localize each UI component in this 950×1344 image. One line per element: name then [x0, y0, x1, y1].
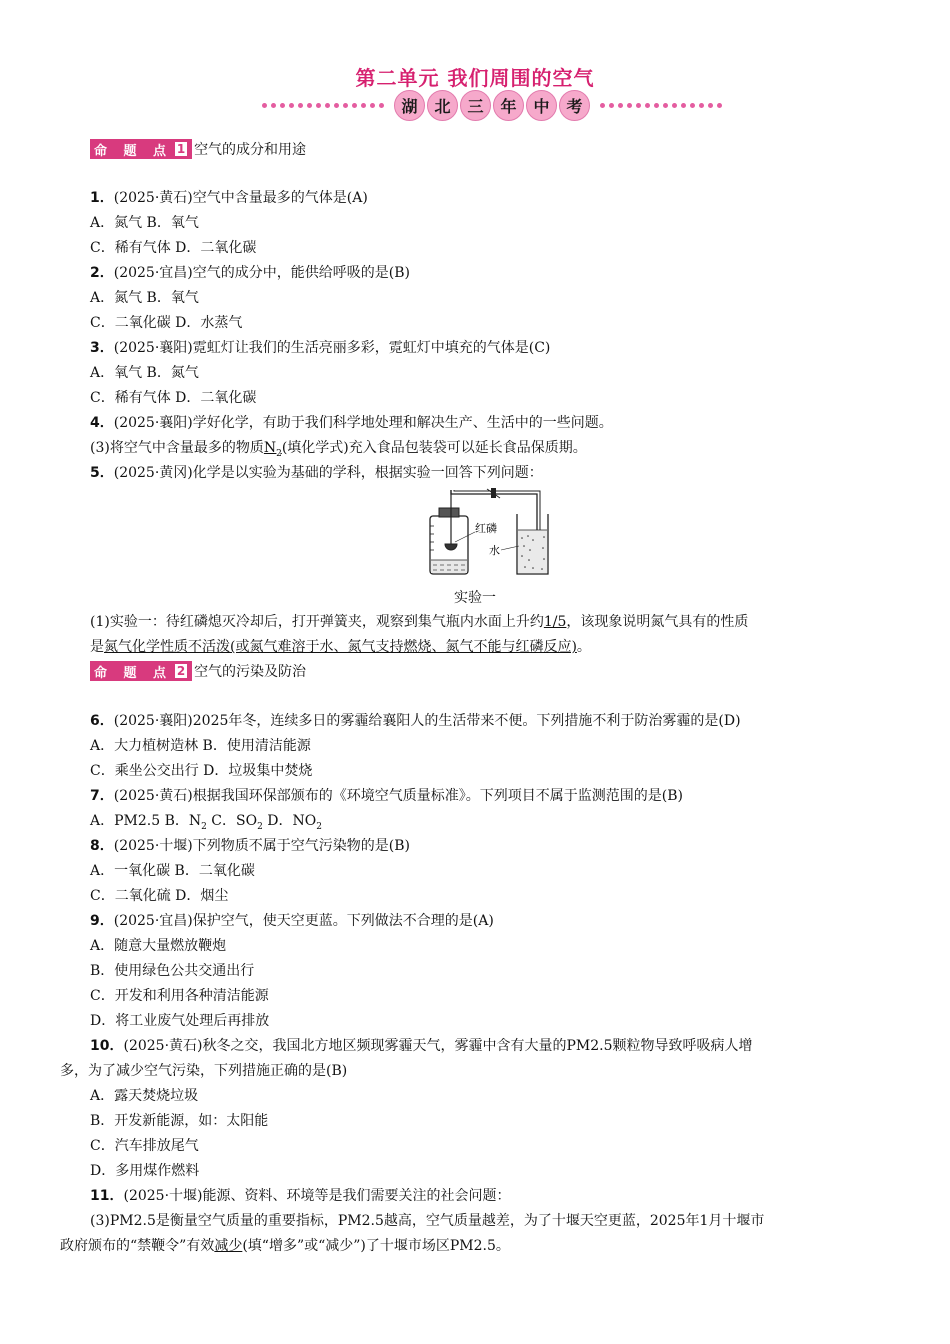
section-title: 空气的污染及防治	[194, 664, 307, 680]
banner-chars	[394, 90, 590, 121]
question-3: 3．(2025·襄阳)霓虹灯让我们的生活亮丽多彩，霓虹灯中填充的气体是(C)	[90, 340, 551, 356]
banner	[262, 90, 722, 120]
banner-char: 年	[493, 90, 524, 121]
question-4-part: (3)将空气中含量最多的物质$N_2$(填化学式)充入食品包装袋可以延长食品保质期。	[90, 440, 587, 459]
experiment-figure	[425, 486, 550, 578]
banner-char: 考	[559, 90, 590, 121]
question-10-option: B．开发新能源，如：太阳能	[90, 1113, 269, 1129]
answer: 1/5	[543, 614, 567, 630]
banner-char: 北	[427, 90, 458, 121]
question-7-options: A．PM2.5 B．$N_2$ C．$SO_2$ D．$NO_2$	[90, 813, 322, 832]
question-11-part-cont: 政府颁布的“禁鞭令”有效减少(填“增多”或“减少”)了十堰市场区PM2.5。	[60, 1238, 510, 1254]
banner-dots-right	[600, 103, 722, 108]
question-1-options: A．氮气 B．氧气	[90, 215, 199, 231]
question-3-options: A．氧气 B．氮气	[90, 365, 199, 381]
figure-caption: 实验一	[454, 590, 496, 606]
unit-title: 第二单元 我们周围的空气	[355, 66, 595, 90]
question-1-options: C．稀有气体 D．二氧化碳	[90, 240, 257, 256]
question-10: 10．(2025·黄石)秋冬之交，我国北方地区频现雾霾天气，雾霾中含有大量的PM2.5颗粒物导致呼吸病人增	[90, 1038, 753, 1054]
question-6-options: C．乘坐公交出行 D．垃圾集中焚烧	[90, 763, 313, 779]
banner-char: 湖	[394, 90, 425, 121]
section-tag: 命 题 点 2	[90, 661, 192, 681]
question-10-option: C．汽车排放尾气	[90, 1138, 199, 1154]
question-2: 2．(2025·宜昌)空气的成分中，能供给呼吸的是(B)	[90, 265, 410, 281]
question-8-options: A．一氧化碳 B．二氧化碳	[90, 863, 255, 879]
question-9-option: A．随意大量燃放鞭炮	[90, 938, 227, 954]
question-11-part: (3)PM2.5是衡量空气质量的重要指标，PM2.5越高，空气质量越差，为了十堰天空更蓝，2025年1月十堰市	[90, 1213, 765, 1229]
question-7: 7．(2025·黄石)根据我国环保部颁布的《环境空气质量标准》。下列项目不属于监测范围的是(B)	[90, 788, 683, 804]
question-11: 11．(2025·十堰)能源、资料、环境等是我们需要关注的社会问题：	[90, 1188, 511, 1204]
section-title: 空气的成分和用途	[194, 142, 307, 158]
question-10-option: A．露天焚烧垃圾	[90, 1088, 199, 1104]
question-5-part: (1)实验一：待红磷熄灭冷却后，打开弹簧夹，观察到集气瓶内水面上升约1/5，该现象说明氮气具有的性质	[90, 614, 749, 630]
answer: $N_2$	[263, 440, 282, 459]
section-header-1	[90, 138, 306, 160]
banner-char: 中	[526, 90, 557, 121]
question-2-options: A．氮气 B．氧气	[90, 290, 199, 306]
question-8-options: C．二氧化硫 D．烟尘	[90, 888, 229, 904]
figure-label-phosphorus: 红磷	[475, 522, 497, 535]
question-9-option: C．开发和利用各种清洁能源	[90, 988, 269, 1004]
question-3-options: C．稀有气体 D．二氧化碳	[90, 390, 257, 406]
question-4: 4．(2025·襄阳)学好化学，有助于我们科学地处理和解决生产、生活中的一些问题。	[90, 415, 613, 431]
answer: 氮气化学性质不活泼(或氮气难溶于水、氮气支持燃烧、氮气不能与红磷反应)	[104, 639, 577, 655]
section-tag: 命 题 点 1	[90, 139, 192, 159]
figure-label-water: 水	[489, 544, 500, 557]
banner-dots-left	[262, 103, 384, 108]
section-number: 1	[174, 141, 188, 157]
question-10-cont: 多，为了减少空气污染，下列措施正确的是(B)	[60, 1063, 348, 1079]
question-9-option: B．使用绿色公共交通出行	[90, 963, 255, 979]
question-9-option: D．将工业废气处理后再排放	[90, 1013, 270, 1029]
question-1: 1．(2025·黄石)空气中含量最多的气体是(A)	[90, 190, 368, 206]
answer: 减少	[214, 1238, 243, 1254]
question-6-options: A．大力植树造林 B．使用清洁能源	[90, 738, 311, 754]
section-header-2	[90, 660, 306, 682]
question-5-part-cont: 是氮气化学性质不活泼(或氮气难溶于水、氮气支持燃烧、氮气不能与红磷反应)。	[90, 639, 591, 655]
question-6: 6．(2025·襄阳)2025年冬，连续多日的雾霾给襄阳人的生活带来不便。下列措施不利于防治雾霾的是(D)	[90, 713, 741, 729]
question-5: 5．(2025·黄冈)化学是以实验为基础的学科，根据实验一回答下列问题：	[90, 465, 543, 481]
question-9: 9．(2025·宜昌)保护空气，使天空更蓝。下列做法不合理的是(A)	[90, 913, 494, 929]
question-10-option: D．多用煤作燃料	[90, 1163, 200, 1179]
banner-char: 三	[460, 90, 491, 121]
question-8: 8．(2025·十堰)下列物质不属于空气污染物的是(B)	[90, 838, 410, 854]
section-number: 2	[174, 663, 188, 679]
question-2-options: C．二氧化碳 D．水蒸气	[90, 315, 243, 331]
